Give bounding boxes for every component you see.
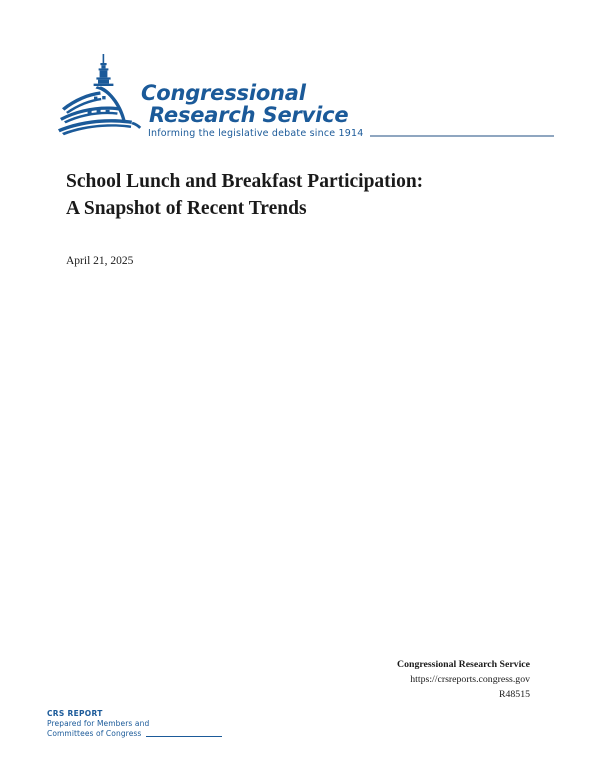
header-rule xyxy=(370,135,555,137)
page-title xyxy=(66,168,536,222)
document-title xyxy=(66,168,536,222)
document-title-line-1: School Lunch and Breakfast Participation: xyxy=(66,171,424,192)
crs-footer-line-2: Committees of Congress xyxy=(47,729,142,738)
report-number: R48515 xyxy=(498,689,530,700)
document-date: April 21, 2025 xyxy=(66,255,134,267)
crs-wordmark xyxy=(141,82,561,126)
crs-footer-line-1: Prepared for Members and xyxy=(47,719,150,728)
document-title-line-2: A Snapshot of Recent Trends xyxy=(66,198,307,219)
publisher-name: Congressional Research Service xyxy=(397,659,530,670)
wordmark-line-2: Research Service xyxy=(149,103,349,127)
crs-report-label: CRS REPORT xyxy=(47,709,103,718)
tagline-row xyxy=(141,128,561,139)
footer-rule xyxy=(146,736,222,737)
publisher-block xyxy=(290,657,530,702)
publisher-url[interactable]: https://crsreports.congress.gov xyxy=(410,674,530,685)
capitol-dome-icon xyxy=(56,52,148,140)
tagline-text: Informing the legislative debate since 1914 xyxy=(148,128,364,139)
document-header xyxy=(0,0,600,150)
crs-report-footer xyxy=(47,709,347,739)
wordmark-line-1: Congressional xyxy=(141,81,306,105)
crs-footer-last-row xyxy=(47,729,222,739)
